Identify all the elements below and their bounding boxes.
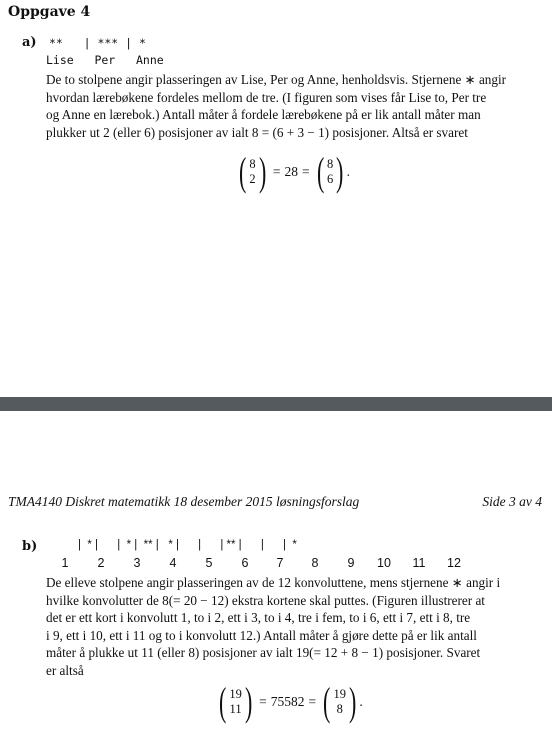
page-bottom <box>0 411 552 731</box>
paragraph-line: i 9, ett i 10, ett i 11 og to i konvolutt 12.) Antall måter å gjøre dette på er lik antall <box>46 627 477 643</box>
page-number: Side 3 av 4 <box>482 494 542 509</box>
paragraph-line: De to stolpene angir plasseringen av Lise, Per og Anne, henholdsvis. Stjernene ∗ angir <box>46 72 507 87</box>
part-b-star-figure: | * | | * | ** | * | | | ** | | | * <box>78 539 297 551</box>
paragraph-line: er altså <box>46 662 84 678</box>
envelope-number: 1 <box>61 556 69 570</box>
part-b-label: b) <box>22 539 38 554</box>
paragraph-line: De elleve stolpene angir plasseringen av de 12 konvoluttene, mens stjernene ∗ angir i <box>46 575 501 590</box>
envelope-number: 3 <box>133 556 141 570</box>
part-a-label: a) <box>22 35 37 50</box>
formula-value: 75582 <box>270 694 305 709</box>
envelope-number: 2 <box>97 556 105 570</box>
binomial: ( 8 6 ) <box>316 149 344 194</box>
page-separator <box>0 397 552 411</box>
part-b-paragraph <box>46 574 500 679</box>
part-a-formula: ( 8 2 ) = 28 = ( 8 6 ) . <box>236 152 350 192</box>
part-a-star-figure: ** | *** | * <box>49 36 146 50</box>
paragraph-line: plukker ut 2 (eller 6) posisjoner av ialt 8 = (6 + 3 − 1) posisjoner. Altså er svaret <box>46 124 468 140</box>
envelope-number: 4 <box>169 556 177 570</box>
part-a-names: Lise Per Anne <box>46 53 164 67</box>
envelope-number: 6 <box>241 556 249 570</box>
part-b-formula: ( 19 11 ) = 75582 = ( 19 8 ) . <box>216 682 363 722</box>
envelope-number: 12 <box>447 556 461 570</box>
formula-value: 28 <box>284 164 299 179</box>
binomial: ( 19 8 ) <box>323 679 357 724</box>
paragraph-line: hvordan lærebøkene fordeles mellom de tre. (I figuren som vises får Lise to, Per tre <box>46 89 487 105</box>
part-a-paragraph <box>46 71 506 141</box>
paragraph-line: det er ett kort i konvolutt 1, to i 2, ett i 3, to i 4, tre i fem, to i 6, ett i 7, ett i 8, tre <box>46 610 471 625</box>
envelope-number: 11 <box>412 556 426 570</box>
envelope-numbers <box>0 556 552 572</box>
paragraph-line: måter å plukke ut 11 (eller 8) posisjoner av ialt 19(= 12 + 8 − 1) posisjoner. Svaret <box>46 645 481 660</box>
envelope-number: 9 <box>347 556 355 570</box>
section-heading: Oppgave 4 <box>8 4 91 20</box>
running-header: TMA4140 Diskret matematikk 18 desember 2015 løsningsforslag <box>8 494 360 509</box>
envelope-number: 5 <box>205 556 213 570</box>
envelope-number: 7 <box>276 556 284 570</box>
binomial: ( 19 11 ) <box>218 679 253 724</box>
paragraph-line: hvilke konvolutter de 8(= 20 − 12) ekstra kortene skal puttes. (Figuren illustrerer at <box>46 592 485 608</box>
binomial: ( 8 2 ) <box>238 149 266 194</box>
paragraph-line: og Anne en lærebok.) Antall måter å fordele lærebøkene på er lik antall måter man <box>46 107 481 122</box>
envelope-number: 8 <box>311 556 319 570</box>
envelope-number: 10 <box>377 556 391 570</box>
